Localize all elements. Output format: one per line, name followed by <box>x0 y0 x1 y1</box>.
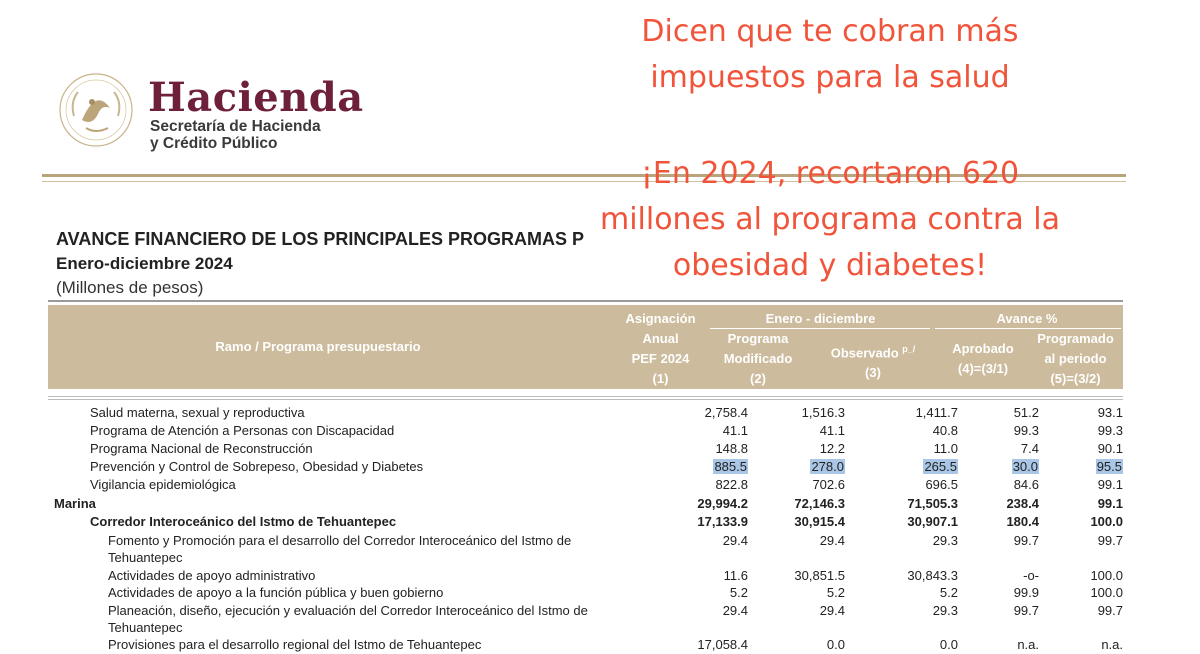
cell-observado: 40.8 <box>932 423 958 438</box>
agency-subtitle-line1: Secretaría de Hacienda <box>150 118 321 135</box>
overlay-line-1: Dicen que te cobran más <box>641 14 1019 49</box>
cell-aprobado: 99.7 <box>1013 603 1039 618</box>
cell-programado: 93.1 <box>1097 405 1123 420</box>
header-col2-num: (2) <box>750 371 766 386</box>
cell-observado: 5.2 <box>939 585 958 600</box>
header-col2 <box>708 329 808 389</box>
mexican-seal-logo <box>52 68 144 150</box>
row-label: Programa de Atención a Personas con Discapacidad <box>90 423 395 438</box>
cell-asignacion: 5.2 <box>729 585 748 600</box>
cell-observado: 30,843.3 <box>907 568 958 583</box>
cell-observado: 29.3 <box>932 533 958 548</box>
cell-aprobado <box>959 458 1039 476</box>
header-col5-line2: al periodo <box>1044 351 1107 366</box>
agency-subtitle <box>150 118 321 152</box>
table-row <box>48 440 1123 458</box>
header-col1-line1: Asignación <box>625 311 696 326</box>
cell-modificado: 5.2 <box>826 585 845 600</box>
cell-observado: 0.0 <box>939 637 958 652</box>
cell-asignacion: 822.8 <box>715 477 748 492</box>
table-header <box>48 305 1123 389</box>
cell-asignacion <box>658 458 748 476</box>
table-row <box>48 636 1123 654</box>
document-title: AVANCE FINANCIERO DE LOS PRINCIPALES PROGRAMAS P <box>56 229 585 249</box>
row-label: Marina <box>54 496 96 511</box>
cell-aprobado: 180.4 <box>1006 514 1039 529</box>
header-col1-line3: PEF 2024 <box>631 351 690 366</box>
cell-observado: 29.3 <box>932 603 958 618</box>
header-col3-num: (3) <box>865 365 881 381</box>
header-col1-line2: Anual <box>642 331 679 346</box>
header-col4-line1: Aprobado <box>952 341 1014 356</box>
cell-modificado: 30,851.5 <box>794 568 845 583</box>
header-ramo: Ramo / Programa presupuestario <box>215 339 421 354</box>
table-row <box>48 404 1123 422</box>
cell-asignacion: 148.8 <box>715 441 748 456</box>
cell-modificado: 0.0 <box>826 637 845 652</box>
table-row <box>48 422 1123 440</box>
table-row-highlighted <box>48 458 1123 476</box>
header-col5-num: (5)=(3/2) <box>1050 371 1101 386</box>
header-group-enero: Enero - diciembre <box>765 311 876 326</box>
cell-asignacion: 29,994.2 <box>697 496 748 511</box>
highlighted-value: 265.5 <box>924 459 957 474</box>
cell-asignacion: 29.4 <box>722 533 748 548</box>
cell-aprobado: 7.4 <box>1020 441 1039 456</box>
row-label: Vigilancia epidemiológica <box>90 477 236 492</box>
header-col1 <box>608 309 713 389</box>
cell-aprobado: 99.9 <box>1013 585 1039 600</box>
agency-subtitle-line2: y Crédito Público <box>150 135 278 152</box>
cell-observado: 11.0 <box>933 441 958 456</box>
highlighted-value: 30.0 <box>1012 459 1038 474</box>
header-col4-num: (4)=(3/1) <box>957 361 1009 376</box>
row-label: Prevención y Control de Sobrepeso, Obesidad y Diabetes <box>90 459 424 474</box>
cell-asignacion: 41.1 <box>722 423 748 438</box>
header-col2-line2: Modificado <box>723 351 793 366</box>
document-period: Enero-diciembre 2024 <box>56 254 233 273</box>
cell-asignacion: 2,758.4 <box>704 405 748 420</box>
table-row-ramo <box>48 495 1123 513</box>
header-group-avance: Avance % <box>996 311 1058 326</box>
cell-asignacion: 17,058.4 <box>697 637 748 652</box>
table-row <box>48 567 1123 585</box>
overlay-line-2: impuestos para la salud <box>650 60 1010 95</box>
table-row <box>48 532 1123 568</box>
row-label: Programa Nacional de Reconstrucción <box>90 441 313 456</box>
row-label: Actividades de apoyo administrativo <box>108 568 316 583</box>
cell-asignacion: 11.6 <box>723 568 748 583</box>
cell-programado: 100.0 <box>1090 568 1123 583</box>
row-label: Planeación, diseño, ejecución y evaluación del Corredor Interoceánico del Istmo de Tehuantepec <box>108 603 588 635</box>
cell-aprobado: 84.6 <box>1013 477 1039 492</box>
cell-programado: n.a. <box>1101 637 1123 652</box>
agency-title: Hacienda <box>148 74 364 121</box>
cell-programado: 99.7 <box>1097 603 1123 618</box>
header-col3 <box>808 339 938 383</box>
cell-modificado: 30,915.4 <box>794 514 845 529</box>
cell-observado: 1,411.7 <box>915 405 958 420</box>
row-label: Provisiones para el desarrollo regional del Istmo de Tehuantepec <box>108 637 482 652</box>
cell-programado: 99.1 <box>1097 496 1123 511</box>
cell-modificado: 702.6 <box>812 477 845 492</box>
cell-modificado: 29.4 <box>819 533 845 548</box>
cell-modificado <box>755 458 845 476</box>
table-top-border <box>48 300 1123 302</box>
highlighted-value: 278.0 <box>811 459 844 474</box>
cell-modificado: 41.1 <box>819 423 845 438</box>
highlighted-value: 95.5 <box>1096 459 1122 474</box>
cell-aprobado: 51.2 <box>1013 405 1039 420</box>
cell-modificado: 72,146.3 <box>794 496 845 511</box>
document-unit: (Millones de pesos) <box>56 278 204 297</box>
cell-aprobado: n.a. <box>1017 637 1039 652</box>
table-row <box>48 584 1123 602</box>
row-label: Salud materna, sexual y reproductiva <box>90 405 305 420</box>
cell-observado <box>868 458 958 476</box>
table-header-bottom-border <box>48 396 1123 397</box>
cell-aprobado: 99.7 <box>1013 533 1039 548</box>
overlay-line-5: obesidad y diabetes! <box>672 248 988 283</box>
table-row-entity <box>48 513 1123 531</box>
cell-observado: 71,505.3 <box>907 496 958 511</box>
cell-asignacion: 17,133.9 <box>697 514 748 529</box>
cell-programado <box>1043 458 1123 476</box>
cell-observado: 30,907.1 <box>907 514 958 529</box>
row-label: Corredor Interoceánico del Istmo de Tehuantepec <box>90 514 397 529</box>
header-col5-line1: Programado <box>1037 331 1114 346</box>
table-row <box>48 476 1123 494</box>
cell-programado: 99.1 <box>1097 477 1123 492</box>
cell-modificado: 12.2 <box>819 441 845 456</box>
cell-aprobado: 99.3 <box>1013 423 1039 438</box>
cell-programado: 100.0 <box>1090 514 1123 529</box>
cell-aprobado: 238.4 <box>1006 496 1039 511</box>
cell-programado: 99.3 <box>1097 423 1123 438</box>
row-label: Actividades de apoyo a la función pública y buen gobierno <box>108 585 444 600</box>
header-col2-line1: Programa <box>727 331 789 346</box>
cell-observado: 696.5 <box>925 477 958 492</box>
cell-programado: 90.1 <box>1097 441 1123 456</box>
cell-asignacion: 29.4 <box>722 603 748 618</box>
table-row <box>48 602 1123 638</box>
cell-aprobado: -o- <box>1023 568 1039 583</box>
cell-programado: 100.0 <box>1090 585 1123 600</box>
cell-programado: 99.7 <box>1097 533 1123 548</box>
cell-modificado: 29.4 <box>819 603 845 618</box>
overlay-line-3: ¡En 2024, recortaron 620 <box>640 156 1020 191</box>
overlay-line-4: millones al programa contra la <box>599 202 1061 237</box>
cell-modificado: 1,516.3 <box>801 405 845 420</box>
header-col4 <box>933 339 1033 379</box>
highlighted-value: 885.5 <box>714 459 747 474</box>
header-col1-num: (1) <box>652 371 669 386</box>
row-label: Fomento y Promoción para el desarrollo del Corredor Interoceánico del Istmo de Tehuantepec <box>108 533 572 565</box>
header-col5 <box>1028 329 1123 389</box>
table-header-bottom-border-2 <box>48 399 1123 400</box>
header-col3-line1: Observado <box>830 345 899 361</box>
header-col3-sup: p_/ <box>902 344 916 354</box>
